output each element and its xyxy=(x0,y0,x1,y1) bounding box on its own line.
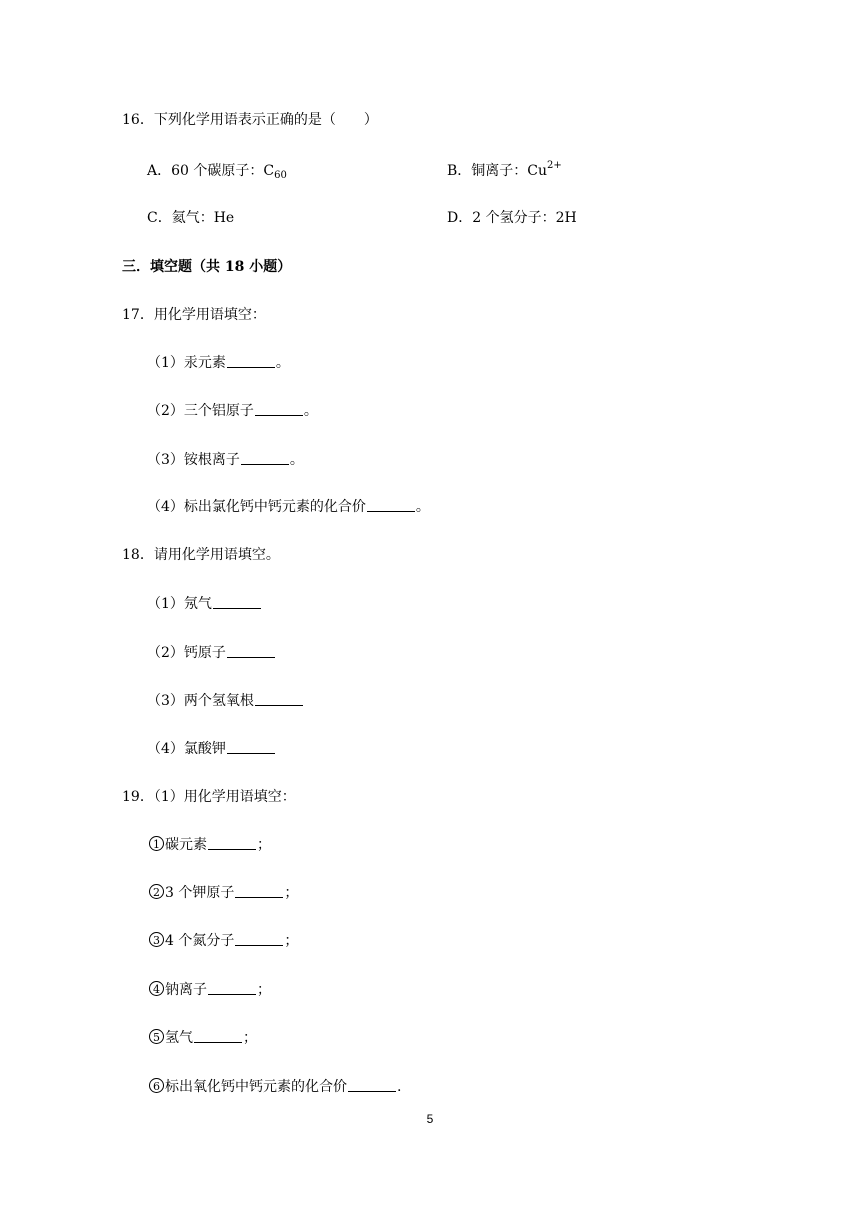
circled-number: 4 xyxy=(149,981,164,996)
q16-option-d: D．2 个氢分子：2H xyxy=(447,210,577,226)
circled-number: 6 xyxy=(149,1078,164,1093)
section-heading: 三．填空题（共 18 小题） xyxy=(122,259,292,275)
q19-item: 5 氢气 ； xyxy=(149,1028,257,1048)
q16-stem: 16．下列化学用语表示正确的是（ ） xyxy=(122,112,378,128)
answer-blank xyxy=(227,353,275,368)
q18-stem: 18．请用化学用语填空。 xyxy=(122,547,280,563)
q19-item: 2 3 个钾原子 ； xyxy=(149,883,298,903)
q18-item: （3）两个氢氧根 xyxy=(147,691,304,711)
q17-item: （1）汞元素 。 xyxy=(147,355,290,371)
q17-item: （2）三个铝原子 。 xyxy=(147,403,318,419)
q19-item: 6 标出氧化钙中钙元素的化合价 . xyxy=(149,1077,401,1097)
answer-blank xyxy=(227,643,275,658)
answer-blank xyxy=(255,401,303,416)
answer-blank xyxy=(194,1028,242,1043)
q18-item: （2）钙原子 xyxy=(147,643,276,663)
q17-item: （4）标出氯化钙中钙元素的化合价 。 xyxy=(147,499,430,515)
q16-option-c: C．氦气：He xyxy=(147,210,235,226)
answer-blank xyxy=(235,931,283,946)
q16-option-a: A．60 个碳原子：$C_{60}$ xyxy=(147,163,287,181)
answer-blank xyxy=(235,883,283,898)
q19-item: 1 碳元素 ； xyxy=(149,835,271,855)
q19-item: 4 钠离子 ； xyxy=(149,980,271,1000)
q16-option-b: B．铜离子：$Cu^{2+}$ xyxy=(447,160,562,179)
answer-blank xyxy=(208,835,256,850)
answer-blank xyxy=(348,1077,396,1092)
q17-stem: 17．用化学用语填空： xyxy=(122,307,266,323)
answer-blank xyxy=(255,691,303,706)
q18-item: （1）氖气 xyxy=(147,594,262,614)
circled-number: 1 xyxy=(149,836,164,851)
q18-item: （4）氯酸钾 xyxy=(147,739,276,759)
circled-number: 2 xyxy=(149,884,164,899)
q19-item: 3 4 个氮分子 ； xyxy=(149,931,298,951)
answer-blank xyxy=(213,594,261,609)
q17-item: （3）铵根离子 。 xyxy=(147,452,304,468)
circled-number: 3 xyxy=(149,932,164,947)
answer-blank xyxy=(227,739,275,754)
answer-blank xyxy=(208,980,256,995)
answer-blank xyxy=(367,497,415,512)
circled-number: 5 xyxy=(149,1029,164,1044)
page-number: 5 xyxy=(426,1112,434,1126)
q19-stem: 19．（1）用化学用语填空： xyxy=(122,789,296,805)
answer-blank xyxy=(241,450,289,465)
